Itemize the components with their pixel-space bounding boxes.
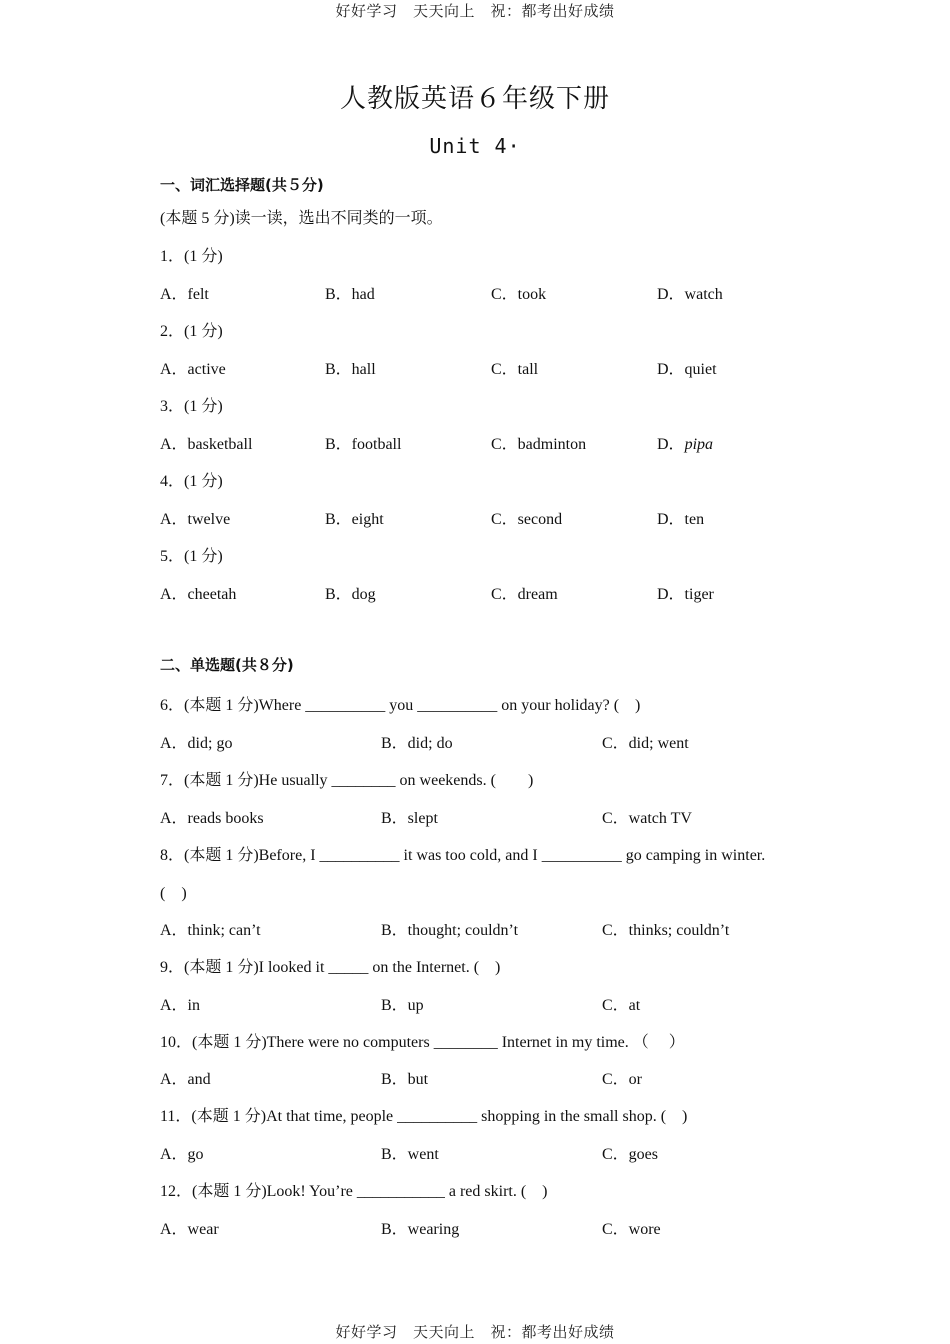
question-11-stem: 11．(本题 1 分)At that time, people __________ shopping in the small shop. ( ) (160, 1108, 688, 1125)
q10-option-c: C．or (602, 1071, 643, 1088)
q11-option-c: C．goes (602, 1146, 659, 1163)
q2-option-d: D．quiet (657, 361, 717, 378)
question-8-stem: 8．(本题 1 分)Before, I __________ it was too cold, and I __________ go camping in winter. (160, 847, 766, 864)
q12-option-b: B．wearing (381, 1221, 460, 1238)
question-1-stem: 1．(1 分) (160, 248, 223, 265)
q4-option-d: D．ten (657, 511, 705, 528)
q9-option-c: C．at (602, 997, 641, 1014)
section1-heading: 一、词汇选择题(共５分) (160, 176, 324, 194)
q10-option-b: B．but (381, 1071, 429, 1088)
q5-option-d: D．tiger (657, 586, 714, 603)
page-footer: 好好学习 天天向上 祝：都考出好成绩 (335, 1323, 615, 1341)
q6-option-b: B．did; do (381, 735, 453, 752)
question-6-stem: 6．(本题 1 分)Where __________ you __________ on your holiday? ( ) (160, 697, 641, 714)
question-7-stem: 7．(本题 1 分)He usually ________ on weekends. ( ) (160, 772, 534, 789)
q7-option-c: C．watch TV (602, 810, 692, 827)
q3-option-d (657, 431, 713, 454)
q3-option-b: B．football (325, 436, 402, 453)
question-8-stem-cont: ( ) (160, 885, 187, 902)
question-5-stem: 5．(1 分) (160, 548, 223, 565)
unit-title: Unit 4· (429, 134, 521, 158)
question-3-stem: 3．(1 分) (160, 398, 223, 415)
question-2-stem: 2．(1 分) (160, 323, 223, 340)
q12-option-c: C．wore (602, 1221, 661, 1238)
q4-option-c: C．second (491, 511, 563, 528)
q2-option-c: C．tall (491, 361, 539, 378)
q5-option-b: B．dog (325, 586, 376, 603)
q6-option-c: C．did; went (602, 735, 689, 752)
q3-option-d-letter: D． (657, 436, 685, 453)
q1-option-a: A．felt (160, 286, 209, 303)
question-10-stem: 10．(本题 1 分)There were no computers ________ Internet in my time. （ ） (160, 1034, 685, 1051)
q1-option-d: D．watch (657, 286, 723, 303)
q11-option-a: A．go (160, 1146, 204, 1163)
q3-option-a: A．basketball (160, 436, 253, 453)
q5-option-a: A．cheetah (160, 586, 237, 603)
q8-option-b: B．thought; couldn’t (381, 922, 519, 939)
q2-option-b: B．hall (325, 361, 376, 378)
page-header: 好好学习 天天向上 祝：都考出好成绩 (335, 2, 615, 20)
question-4-stem: 4．(1 分) (160, 473, 223, 490)
q3-option-d-word: pipa (684, 436, 714, 453)
section2-heading: 二、单选题(共８分) (160, 656, 294, 674)
question-12-stem: 12．(本题 1 分)Look! You’re ___________ a red skirt. ( ) (160, 1183, 548, 1200)
question-9-stem: 9．(本题 1 分)I looked it _____ on the Internet. ( ) (160, 959, 501, 976)
q2-option-a: A．active (160, 361, 226, 378)
q4-option-a: A．twelve (160, 511, 231, 528)
q1-option-c: C．took (491, 286, 547, 303)
q12-option-a: A．wear (160, 1221, 219, 1238)
q7-option-a: A．reads books (160, 810, 264, 827)
document-title: 人教版英语６年级下册 (339, 84, 610, 114)
q7-option-b: B．slept (381, 810, 438, 827)
q8-option-a: A．think; can’t (160, 922, 261, 939)
q9-option-b: B．up (381, 997, 424, 1014)
q6-option-a: A．did; go (160, 735, 233, 752)
section1-instruction: (本题 5 分)读一读，选出不同类的一项。 (160, 210, 443, 227)
q10-option-a: A．and (160, 1071, 211, 1088)
q9-option-a: A．in (160, 997, 201, 1014)
q3-option-c: C．badminton (491, 436, 587, 453)
q4-option-b: B．eight (325, 511, 384, 528)
q11-option-b: B．went (381, 1146, 439, 1163)
q1-option-b: B．had (325, 286, 375, 303)
q5-option-c: C．dream (491, 586, 558, 603)
q8-option-c: C．thinks; couldn’t (602, 922, 730, 939)
